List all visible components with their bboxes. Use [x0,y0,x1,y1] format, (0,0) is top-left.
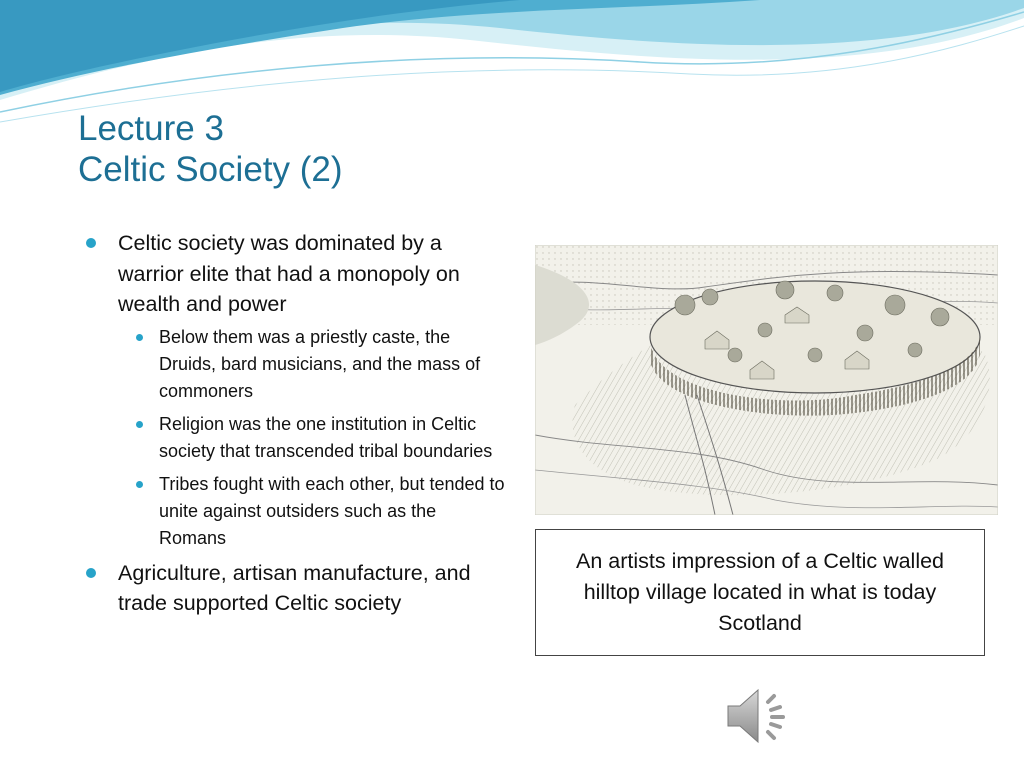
image-caption: An artists impression of a Celtic walled hilltop village located in what is today Scotland [575,549,945,635]
title-line-2: Celtic Society (2) [78,150,343,189]
sub-bullet-text: Religion was the one institution in Celtic society that transcended tribal boundaries [159,413,493,461]
image-caption-box [535,529,985,656]
bullet-dot-icon [86,238,96,248]
bullet-item [86,558,506,619]
sub-bullet-item [86,471,506,552]
bullet-text: Celtic society was dominated by a warrior elite that had a monopoly on wealth and power [118,231,460,316]
bullet-text: Agriculture, artisan manufacture, and trade supported Celtic society [118,560,471,615]
speaker-icon[interactable] [722,684,794,748]
sub-bullet-text: Below them was a priestly caste, the Druids, bard musicians, and the mass of commoners [159,326,481,401]
bullet-dot-icon [86,568,96,578]
sub-bullet-text: Tribes fought with each other, but tended to unite against outsiders such as the Romans [159,473,505,548]
sub-bullet-item [86,324,506,405]
sub-bullet-list [86,324,506,552]
bullet-dot-icon [136,421,143,428]
bullet-list [86,228,506,623]
bullet-dot-icon [136,481,143,488]
slide-title [78,108,343,190]
bullet-item [86,228,506,320]
sub-bullet-item [86,411,506,465]
hillfort-illustration [535,245,998,515]
bullet-dot-icon [136,334,143,341]
title-line-1: Lecture 3 [78,109,224,148]
